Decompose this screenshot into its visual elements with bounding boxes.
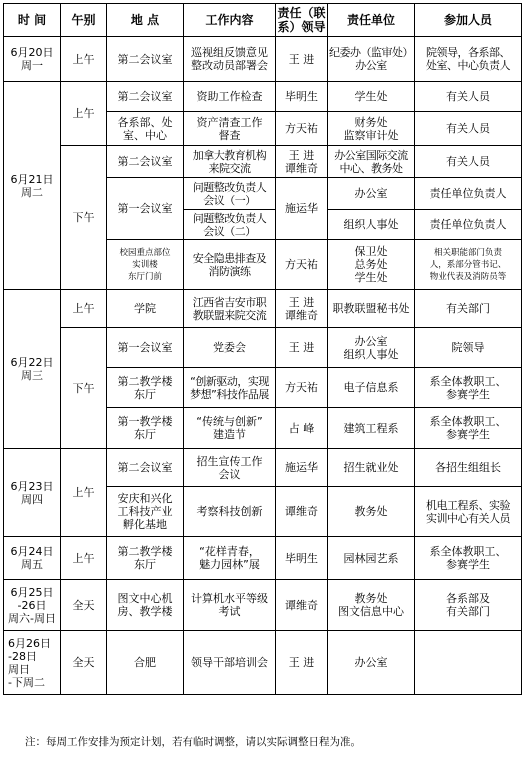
content-cell: 招生宣传工作 会议 <box>184 449 276 487</box>
table-row <box>4 82 522 112</box>
footnote: 注：每周工作安排为预定计划，若有临时调整，请以实际调整日程为准。 <box>25 736 361 748</box>
leader-cell: 王 进 <box>276 328 328 368</box>
leader-cell: 方天祐 <box>276 240 328 290</box>
unit-cell: 电子信息系 <box>328 368 415 408</box>
leader-cell: 毕明生 <box>276 82 328 112</box>
content-cell: “创新驱动，实现 梦想”科技作品展 <box>184 368 276 408</box>
content-cell: 问题整改负责人 会议（二） <box>184 210 276 240</box>
table-row <box>4 449 522 487</box>
content-cell: “花样青春， 魅力园林”展 <box>184 537 276 580</box>
period-cell: 全天 <box>61 580 107 631</box>
leader-cell: 谭维奇 <box>276 487 328 537</box>
leader-cell: 王 进 <box>276 37 328 82</box>
content-cell: 加拿大教育机构 来院交流 <box>184 146 276 178</box>
attendees-cell: 各招生组组长 <box>415 449 522 487</box>
attendees-cell: 责任单位负责人 <box>415 178 522 210</box>
attendees-cell: 机电工程系、实验 实训中心有关人员 <box>415 487 522 537</box>
location-cell: 合肥 <box>107 631 184 695</box>
attendees-cell: 有关部门 <box>415 290 522 328</box>
unit-cell: 办公室 <box>328 631 415 695</box>
schedule-table <box>3 3 522 695</box>
unit-cell: 办公室国际交流 中心、教务处 <box>328 146 415 178</box>
content-cell: 计算机水平等级 考试 <box>184 580 276 631</box>
date-cell: 6月22日 周三 <box>4 290 61 449</box>
unit-cell: 建筑工程系 <box>328 408 415 449</box>
content-cell: 党委会 <box>184 328 276 368</box>
content-cell: 领导干部培训会 <box>184 631 276 695</box>
table-row <box>4 290 522 328</box>
table-row <box>4 580 522 631</box>
attendees-cell: 责任单位负责人 <box>415 210 522 240</box>
unit-cell: 保卫处 总务处 学生处 <box>328 240 415 290</box>
attendees-cell: 系全体教职工、 参赛学生 <box>415 537 522 580</box>
leader-cell: 施运华 <box>276 178 328 240</box>
unit-cell: 职教联盟秘书处 <box>328 290 415 328</box>
location-cell: 第一会议室 <box>107 178 184 240</box>
location-cell: 第二会议室 <box>107 37 184 82</box>
period-cell: 上午 <box>61 37 107 82</box>
header-attendees: 参加人员 <box>415 4 522 37</box>
location-cell: 第二会议室 <box>107 146 184 178</box>
attendees-cell: 院领导 <box>415 328 522 368</box>
unit-cell: 组织人事处 <box>328 210 415 240</box>
period-cell: 上午 <box>61 449 107 537</box>
content-cell: “传统与创新” 建造节 <box>184 408 276 449</box>
content-cell: 巡视组反馈意见 整改动员部署会 <box>184 37 276 82</box>
location-cell: 安庆和兴化 工科技产业 孵化基地 <box>107 487 184 537</box>
date-cell: 6月24日 周五 <box>4 537 61 580</box>
leader-cell: 王 进 <box>276 631 328 695</box>
table-row <box>4 537 522 580</box>
period-cell: 上午 <box>61 290 107 328</box>
leader-cell: 毕明生 <box>276 537 328 580</box>
unit-cell: 办公室 组织人事处 <box>328 328 415 368</box>
content-cell: 资助工作检查 <box>184 82 276 112</box>
date-cell: 6月26日 -28日 周日 -下周二 <box>4 631 61 695</box>
unit-cell: 办公室 <box>328 178 415 210</box>
attendees-cell: 有关人员 <box>415 112 522 146</box>
location-cell: 第二会议室 <box>107 82 184 112</box>
date-cell: 6月20日 周一 <box>4 37 61 82</box>
header-unit: 责任单位 <box>328 4 415 37</box>
location-cell: 校园重点部位 实训楼 东厅门前 <box>107 240 184 290</box>
location-cell: 各系部、处 室、中心 <box>107 112 184 146</box>
table-row <box>4 37 522 82</box>
location-cell: 第一教学楼 东厅 <box>107 408 184 449</box>
header-time: 时 间 <box>4 4 61 37</box>
location-cell: 第一会议室 <box>107 328 184 368</box>
attendees-cell: 系全体教职工、 参赛学生 <box>415 368 522 408</box>
date-cell: 6月25日 -26日 周六-周日 <box>4 580 61 631</box>
unit-cell: 教务处 <box>328 487 415 537</box>
attendees-cell: 院领导，各系部、 处室、中心负责人 <box>415 37 522 82</box>
table-row <box>4 631 522 695</box>
table-row <box>4 146 522 178</box>
header-leader: 责任（联系）领导 <box>276 4 328 37</box>
header-row <box>4 4 522 37</box>
location-cell: 第二会议室 <box>107 449 184 487</box>
content-cell: 江西省吉安市职 教联盟来院交流 <box>184 290 276 328</box>
leader-cell: 施运华 <box>276 449 328 487</box>
unit-cell: 财务处 监察审计处 <box>328 112 415 146</box>
leader-cell: 王 进 谭维奇 <box>276 146 328 178</box>
location-cell: 第二教学楼 东厅 <box>107 537 184 580</box>
period-cell: 上午 <box>61 82 107 146</box>
unit-cell: 学生处 <box>328 82 415 112</box>
leader-cell: 王 进 谭维奇 <box>276 290 328 328</box>
header-location: 地 点 <box>107 4 184 37</box>
location-cell: 学院 <box>107 290 184 328</box>
period-cell: 全天 <box>61 631 107 695</box>
attendees-cell: 系全体教职工、 参赛学生 <box>415 408 522 449</box>
table-row <box>4 328 522 368</box>
period-cell: 下午 <box>61 328 107 449</box>
attendees-cell: 相关职能部门负责 人，系部分管书记、 物业代表及消防员等 <box>415 240 522 290</box>
attendees-cell: 有关人员 <box>415 82 522 112</box>
unit-cell: 招生就业处 <box>328 449 415 487</box>
leader-cell: 谭维奇 <box>276 580 328 631</box>
content-cell: 考察科技创新 <box>184 487 276 537</box>
leader-cell: 方天祐 <box>276 112 328 146</box>
leader-cell: 占 峰 <box>276 408 328 449</box>
header-period: 午别 <box>61 4 107 37</box>
unit-cell: 园林园艺系 <box>328 537 415 580</box>
leader-cell: 方天祐 <box>276 368 328 408</box>
date-cell: 6月23日 周四 <box>4 449 61 537</box>
attendees-cell: 各系部及 有关部门 <box>415 580 522 631</box>
unit-cell: 纪委办（监审处） 办公室 <box>328 37 415 82</box>
location-cell: 第二教学楼 东厅 <box>107 368 184 408</box>
attendees-cell <box>415 631 522 695</box>
period-cell: 上午 <box>61 537 107 580</box>
header-content: 工作内容 <box>184 4 276 37</box>
unit-cell: 教务处 图文信息中心 <box>328 580 415 631</box>
content-cell: 安全隐患排查及 消防演练 <box>184 240 276 290</box>
date-cell: 6月21日 周二 <box>4 82 61 290</box>
attendees-cell: 有关人员 <box>415 146 522 178</box>
content-cell: 资产清查工作 督查 <box>184 112 276 146</box>
content-cell: 问题整改负责人 会议（一） <box>184 178 276 210</box>
period-cell: 下午 <box>61 146 107 290</box>
location-cell: 图文中心机 房、教学楼 <box>107 580 184 631</box>
